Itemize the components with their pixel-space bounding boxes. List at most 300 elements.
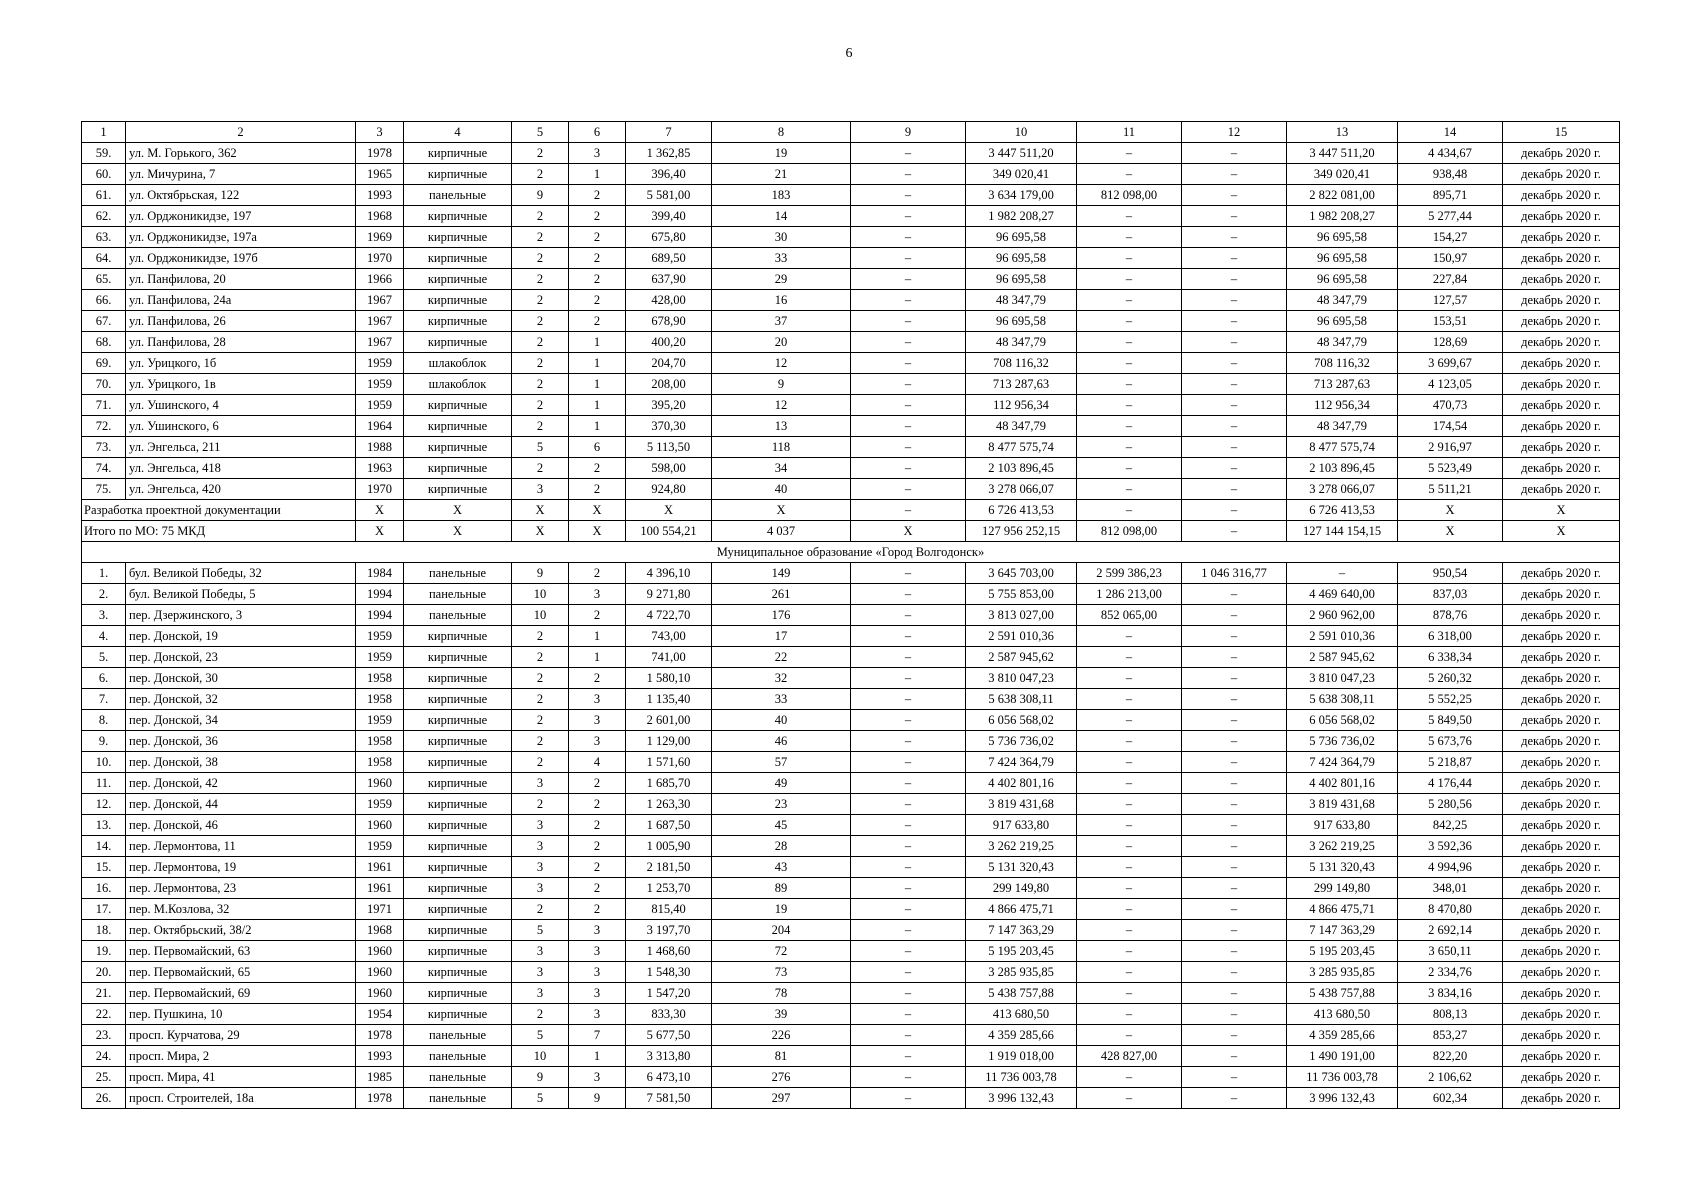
table-cell: – — [1077, 836, 1182, 857]
table-cell: 3 — [512, 857, 569, 878]
table-cell: – — [851, 773, 966, 794]
table-cell: 12 — [712, 353, 851, 374]
table-cell: панельные — [404, 185, 512, 206]
table-cell: – — [1182, 416, 1287, 437]
table-cell: 19. — [82, 941, 126, 962]
table-cell: кирпичные — [404, 668, 512, 689]
table-cell: 48 347,79 — [1287, 290, 1398, 311]
table-cell: – — [1182, 437, 1287, 458]
table-cell: кирпичные — [404, 206, 512, 227]
table-cell: X — [404, 500, 512, 521]
table-cell: 2 — [512, 395, 569, 416]
table-cell: 21 — [712, 164, 851, 185]
table-cell: – — [1182, 584, 1287, 605]
table-cell: декабрь 2020 г. — [1503, 605, 1620, 626]
table-cell: 61. — [82, 185, 126, 206]
table-cell: декабрь 2020 г. — [1503, 647, 1620, 668]
table-cell: – — [1182, 836, 1287, 857]
table-cell: – — [851, 437, 966, 458]
table-cell: 2 — [512, 290, 569, 311]
table-cell: 2 103 896,45 — [966, 458, 1077, 479]
table-row — [82, 584, 1620, 605]
table-cell: 878,76 — [1398, 605, 1503, 626]
table-cell: 675,80 — [626, 227, 712, 248]
table-cell: ул. Орджоникидзе, 197 — [126, 206, 356, 227]
table-cell: 75. — [82, 479, 126, 500]
table-cell: 5 — [512, 122, 569, 143]
table-cell: 96 695,58 — [966, 227, 1077, 248]
table-cell: – — [851, 731, 966, 752]
table-cell: 5 195 203,45 — [1287, 941, 1398, 962]
table-cell: – — [851, 395, 966, 416]
table-cell: 3 447 511,20 — [1287, 143, 1398, 164]
table-cell: 602,34 — [1398, 1088, 1503, 1109]
table-cell: 3 634 179,00 — [966, 185, 1077, 206]
table-cell: 154,27 — [1398, 227, 1503, 248]
table-cell: 12 — [712, 395, 851, 416]
table-cell: – — [851, 878, 966, 899]
table-cell: декабрь 2020 г. — [1503, 185, 1620, 206]
table-cell: 3 — [512, 773, 569, 794]
table-cell: 2 — [569, 836, 626, 857]
table-cell: кирпичные — [404, 857, 512, 878]
table-cell: 48 347,79 — [1287, 416, 1398, 437]
table-cell: – — [851, 458, 966, 479]
table-cell: пер. Донской, 36 — [126, 731, 356, 752]
table-row — [82, 479, 1620, 500]
table-cell: 428 827,00 — [1077, 1046, 1182, 1067]
table-cell: ул. Панфилова, 28 — [126, 332, 356, 353]
table-cell: 2 — [569, 311, 626, 332]
table-cell: 14 — [712, 206, 851, 227]
table-cell: 40 — [712, 710, 851, 731]
table-cell: 3 — [569, 710, 626, 731]
table-cell: 1988 — [356, 437, 404, 458]
table-cell: – — [1182, 374, 1287, 395]
table-cell: – — [1182, 248, 1287, 269]
table-cell: Муниципальное образование «Город Волгодонск» — [82, 542, 1620, 563]
table-cell: декабрь 2020 г. — [1503, 290, 1620, 311]
table-cell: – — [1077, 458, 1182, 479]
table-cell: 5 218,87 — [1398, 752, 1503, 773]
table-cell: – — [1182, 1046, 1287, 1067]
table-cell: пер. Первомайский, 63 — [126, 941, 356, 962]
table-cell: 2 — [569, 479, 626, 500]
table-cell: 3 262 219,25 — [966, 836, 1077, 857]
table-cell: 8 477 575,74 — [966, 437, 1077, 458]
table-cell: – — [1182, 710, 1287, 731]
table-cell: – — [851, 1046, 966, 1067]
table-cell: X — [1398, 521, 1503, 542]
table-cell: 924,80 — [626, 479, 712, 500]
table-cell: 10 — [512, 584, 569, 605]
table-cell: 1 — [82, 122, 126, 143]
table-cell: 6 — [569, 122, 626, 143]
table-cell: 842,25 — [1398, 815, 1503, 836]
table-cell: – — [851, 647, 966, 668]
table-cell: 208,00 — [626, 374, 712, 395]
housing-table — [81, 121, 1620, 1109]
table-cell: шлакоблок — [404, 353, 512, 374]
table-cell: пер. Лермонтова, 11 — [126, 836, 356, 857]
table-cell: 1 687,50 — [626, 815, 712, 836]
table-cell: 7 581,50 — [626, 1088, 712, 1109]
table-cell: кирпичные — [404, 395, 512, 416]
table-cell: – — [1077, 290, 1182, 311]
table-cell: ул. Панфилова, 20 — [126, 269, 356, 290]
table-cell: – — [1077, 1004, 1182, 1025]
table-cell: – — [1077, 1067, 1182, 1088]
table-cell: 852 065,00 — [1077, 605, 1182, 626]
table-cell: – — [1182, 332, 1287, 353]
table-cell: декабрь 2020 г. — [1503, 668, 1620, 689]
table-cell: 2 — [512, 752, 569, 773]
table-cell: 2 — [569, 773, 626, 794]
table-cell: кирпичные — [404, 311, 512, 332]
table-cell: 2 — [512, 1004, 569, 1025]
table-cell: 8. — [82, 710, 126, 731]
table-cell: 15. — [82, 857, 126, 878]
table-cell: 2 591 010,36 — [966, 626, 1077, 647]
table-cell: ул. Орджоникидзе, 197б — [126, 248, 356, 269]
table-cell: 2 — [512, 269, 569, 290]
table-cell: декабрь 2020 г. — [1503, 689, 1620, 710]
table-cell: 276 — [712, 1067, 851, 1088]
table-cell: 413 680,50 — [966, 1004, 1077, 1025]
table-cell: – — [1182, 689, 1287, 710]
table-cell: 2 — [512, 626, 569, 647]
table-cell: 19 — [712, 143, 851, 164]
table-cell: кирпичные — [404, 731, 512, 752]
table-cell: 45 — [712, 815, 851, 836]
table-cell: 1984 — [356, 563, 404, 584]
table-cell: 713 287,63 — [1287, 374, 1398, 395]
table-cell: 6 726 413,53 — [966, 500, 1077, 521]
table-cell: просп. Мира, 2 — [126, 1046, 356, 1067]
table-cell: 822,20 — [1398, 1046, 1503, 1067]
table-cell: – — [1077, 857, 1182, 878]
table-cell: – — [1077, 794, 1182, 815]
table-cell: 5 195 203,45 — [966, 941, 1077, 962]
table-cell: 2 — [126, 122, 356, 143]
table-cell: 1 982 208,27 — [966, 206, 1077, 227]
table-row — [82, 458, 1620, 479]
table-cell: кирпичные — [404, 479, 512, 500]
table-cell: 2 — [512, 248, 569, 269]
table-cell: 413 680,50 — [1287, 1004, 1398, 1025]
table-cell: 1968 — [356, 206, 404, 227]
table-cell: 69. — [82, 353, 126, 374]
table-cell: 5 131 320,43 — [966, 857, 1077, 878]
table-cell: 22 — [712, 647, 851, 668]
table-cell: 4 — [404, 122, 512, 143]
table-cell: пер. Донской, 44 — [126, 794, 356, 815]
table-cell: 21. — [82, 983, 126, 1004]
table-cell: ул. Октябрьская, 122 — [126, 185, 356, 206]
table-cell: декабрь 2020 г. — [1503, 1088, 1620, 1109]
table-cell: 204 — [712, 920, 851, 941]
table-cell: 3 699,67 — [1398, 353, 1503, 374]
table-cell: – — [1182, 899, 1287, 920]
table-cell: 11 736 003,78 — [966, 1067, 1077, 1088]
table-row — [82, 311, 1620, 332]
table-cell: 37 — [712, 311, 851, 332]
table-cell: 1960 — [356, 962, 404, 983]
table-cell: кирпичные — [404, 899, 512, 920]
table-cell: 2 591 010,36 — [1287, 626, 1398, 647]
table-cell: 1 263,30 — [626, 794, 712, 815]
table-cell: 128,69 — [1398, 332, 1503, 353]
table-cell: 2 — [512, 353, 569, 374]
table-cell: декабрь 2020 г. — [1503, 311, 1620, 332]
table-cell: – — [1077, 962, 1182, 983]
table-cell: 14 — [1398, 122, 1503, 143]
table-cell: 16. — [82, 878, 126, 899]
table-cell: 176 — [712, 605, 851, 626]
table-cell: 2 692,14 — [1398, 920, 1503, 941]
table-cell: 3 — [569, 731, 626, 752]
table-cell: – — [1077, 752, 1182, 773]
table-cell: 3 — [569, 689, 626, 710]
table-cell: 5 638 308,11 — [966, 689, 1077, 710]
table-cell: кирпичные — [404, 1004, 512, 1025]
table-cell: – — [851, 920, 966, 941]
table-cell: X — [512, 500, 569, 521]
table-cell: – — [1182, 311, 1287, 332]
table-cell: – — [851, 899, 966, 920]
table-cell: 743,00 — [626, 626, 712, 647]
table-cell: 2 — [569, 206, 626, 227]
table-cell: 4 359 285,66 — [1287, 1025, 1398, 1046]
table-cell: – — [1182, 227, 1287, 248]
table-cell: 112 956,34 — [966, 395, 1077, 416]
table-cell: 39 — [712, 1004, 851, 1025]
table-cell: 4 123,05 — [1398, 374, 1503, 395]
table-cell: 1 — [569, 1046, 626, 1067]
table-cell: 5 131 320,43 — [1287, 857, 1398, 878]
table-cell: 3 285 935,85 — [966, 962, 1077, 983]
table-cell: 70. — [82, 374, 126, 395]
table-cell: 5 673,76 — [1398, 731, 1503, 752]
table-cell: – — [1182, 752, 1287, 773]
table-cell: 1 468,60 — [626, 941, 712, 962]
table-row — [82, 962, 1620, 983]
table-cell: ул. Ушинского, 6 — [126, 416, 356, 437]
table-cell: – — [1077, 668, 1182, 689]
table-cell: 17 — [712, 626, 851, 647]
table-cell: 8 477 575,74 — [1287, 437, 1398, 458]
table-cell: 23 — [712, 794, 851, 815]
table-body — [82, 122, 1620, 1109]
table-cell: 6 338,34 — [1398, 647, 1503, 668]
table-cell: декабрь 2020 г. — [1503, 920, 1620, 941]
table-cell: 7 424 364,79 — [1287, 752, 1398, 773]
table-cell: пер. Донской, 32 — [126, 689, 356, 710]
table-cell: 1971 — [356, 899, 404, 920]
table-cell: 895,71 — [1398, 185, 1503, 206]
table-cell: 48 347,79 — [966, 290, 1077, 311]
table-cell: 1958 — [356, 668, 404, 689]
table-row — [82, 269, 1620, 290]
table-cell: 127 956 252,15 — [966, 521, 1077, 542]
table-cell: пер. Лермонтова, 19 — [126, 857, 356, 878]
table-cell: 24. — [82, 1046, 126, 1067]
table-cell: 2 601,00 — [626, 710, 712, 731]
table-cell: бул. Великой Победы, 5 — [126, 584, 356, 605]
table-cell: декабрь 2020 г. — [1503, 206, 1620, 227]
table-cell: 1959 — [356, 794, 404, 815]
table-cell: – — [851, 164, 966, 185]
table-cell: 938,48 — [1398, 164, 1503, 185]
table-row — [82, 290, 1620, 311]
table-cell: кирпичные — [404, 794, 512, 815]
table-cell: 428,00 — [626, 290, 712, 311]
table-cell: 2 — [569, 227, 626, 248]
table-cell: 2 822 081,00 — [1287, 185, 1398, 206]
table-cell: 3 810 047,23 — [1287, 668, 1398, 689]
table-cell: – — [851, 626, 966, 647]
table-cell: 815,40 — [626, 899, 712, 920]
table-cell: 370,30 — [626, 416, 712, 437]
table-cell: 299 149,80 — [1287, 878, 1398, 899]
table-cell: 2 — [512, 458, 569, 479]
table-row — [82, 647, 1620, 668]
table-cell: – — [851, 563, 966, 584]
table-cell: 49 — [712, 773, 851, 794]
table-row — [82, 185, 1620, 206]
table-row — [82, 857, 1620, 878]
table-cell: – — [1182, 458, 1287, 479]
table-cell: ул. Орджоникидзе, 197а — [126, 227, 356, 248]
table-cell: 127 144 154,15 — [1287, 521, 1398, 542]
table-cell: ул. Урицкого, 1б — [126, 353, 356, 374]
table-cell: – — [1182, 353, 1287, 374]
table-cell: кирпичные — [404, 941, 512, 962]
table-cell: пер. Лермонтова, 23 — [126, 878, 356, 899]
table-cell: – — [1182, 941, 1287, 962]
table-cell: – — [1182, 962, 1287, 983]
table-cell: – — [1077, 248, 1182, 269]
table-row — [82, 668, 1620, 689]
table-cell: 1959 — [356, 353, 404, 374]
table-cell: 1968 — [356, 920, 404, 941]
table-cell: 7 — [569, 1025, 626, 1046]
table-cell: декабрь 2020 г. — [1503, 899, 1620, 920]
table-cell: пер. Донской, 46 — [126, 815, 356, 836]
table-cell: пер. Донской, 34 — [126, 710, 356, 731]
table-cell: кирпичные — [404, 962, 512, 983]
table-cell: ул. Панфилова, 26 — [126, 311, 356, 332]
table-cell: 1960 — [356, 941, 404, 962]
table-cell: декабрь 2020 г. — [1503, 353, 1620, 374]
table-cell: декабрь 2020 г. — [1503, 1025, 1620, 1046]
table-cell: 1 490 191,00 — [1287, 1046, 1398, 1067]
table-cell: – — [851, 206, 966, 227]
table-cell: 2. — [82, 584, 126, 605]
table-cell: кирпичные — [404, 290, 512, 311]
table-cell: – — [1287, 563, 1398, 584]
table-cell: – — [1182, 605, 1287, 626]
table-cell: 1967 — [356, 332, 404, 353]
section-row — [82, 542, 1620, 563]
table-cell: 4 866 475,71 — [966, 899, 1077, 920]
table-cell: 1994 — [356, 605, 404, 626]
table-cell: ул. М. Горького, 362 — [126, 143, 356, 164]
table-cell: просп. Мира, 41 — [126, 1067, 356, 1088]
table-cell: 2 — [512, 731, 569, 752]
table-cell: 28 — [712, 836, 851, 857]
table-row — [82, 899, 1620, 920]
table-cell: 1960 — [356, 773, 404, 794]
table-cell: 127,57 — [1398, 290, 1503, 311]
table-row — [82, 878, 1620, 899]
table-cell: 3 — [512, 479, 569, 500]
table-cell: 3 — [569, 920, 626, 941]
table-cell: 9 — [512, 185, 569, 206]
table-cell: 395,20 — [626, 395, 712, 416]
table-cell: – — [1077, 941, 1182, 962]
table-cell: – — [1182, 857, 1287, 878]
table-cell: 1 919 018,00 — [966, 1046, 1077, 1067]
table-cell: 1963 — [356, 458, 404, 479]
table-cell: – — [851, 668, 966, 689]
table-cell: 1 — [569, 353, 626, 374]
table-cell: декабрь 2020 г. — [1503, 458, 1620, 479]
table-cell: 7 147 363,29 — [966, 920, 1077, 941]
table-cell: ул. Мичурина, 7 — [126, 164, 356, 185]
table-cell: 72. — [82, 416, 126, 437]
table-cell: – — [1182, 395, 1287, 416]
table-cell: – — [851, 332, 966, 353]
table-cell: ул. Ушинского, 4 — [126, 395, 356, 416]
table-cell: декабрь 2020 г. — [1503, 815, 1620, 836]
table-cell: 3 313,80 — [626, 1046, 712, 1067]
table-row — [82, 773, 1620, 794]
table-cell: X — [569, 500, 626, 521]
table-cell: 349 020,41 — [966, 164, 1077, 185]
table-cell: 1954 — [356, 1004, 404, 1025]
table-cell: X — [626, 500, 712, 521]
table-cell: 1993 — [356, 1046, 404, 1067]
table-cell: 48 347,79 — [966, 332, 1077, 353]
table-cell: 812 098,00 — [1077, 521, 1182, 542]
table-cell: 1969 — [356, 227, 404, 248]
table-cell: декабрь 2020 г. — [1503, 332, 1620, 353]
table-cell: 1967 — [356, 311, 404, 332]
table-cell: 2 — [569, 290, 626, 311]
table-cell: 3 592,36 — [1398, 836, 1503, 857]
table-cell: 3 810 047,23 — [966, 668, 1077, 689]
table-cell: 1978 — [356, 1088, 404, 1109]
table-cell: 1959 — [356, 374, 404, 395]
table-cell: – — [851, 416, 966, 437]
table-row — [82, 920, 1620, 941]
table-cell: 3 650,11 — [1398, 941, 1503, 962]
table-row — [82, 836, 1620, 857]
table-cell: 2 — [512, 206, 569, 227]
table-cell: 1961 — [356, 857, 404, 878]
table-cell: – — [851, 836, 966, 857]
table-cell: 1 571,60 — [626, 752, 712, 773]
table-row — [82, 248, 1620, 269]
table-cell: 3 — [569, 143, 626, 164]
table-cell: 174,54 — [1398, 416, 1503, 437]
table-cell: 118 — [712, 437, 851, 458]
table-cell: 3 285 935,85 — [1287, 962, 1398, 983]
table-cell: – — [1182, 647, 1287, 668]
table-cell: 1966 — [356, 269, 404, 290]
table-cell: панельные — [404, 605, 512, 626]
